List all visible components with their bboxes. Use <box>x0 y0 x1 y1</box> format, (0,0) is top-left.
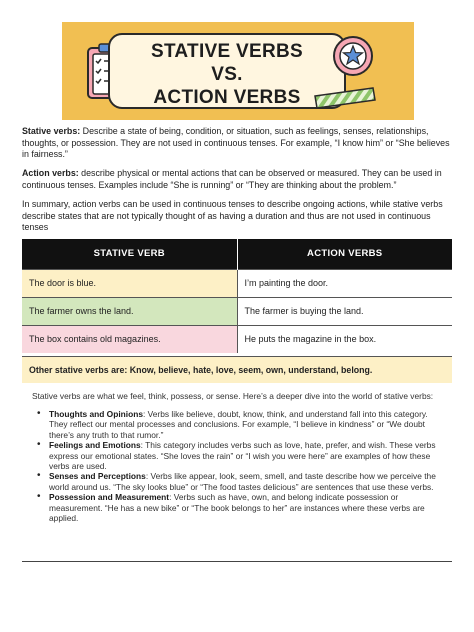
striped-tape-icon <box>313 86 377 110</box>
bullet-title: Senses and Perceptions <box>49 471 146 482</box>
other-stative-verbs: Other stative verbs are: Know, believe, hate, love, seem, own, understand, belong. <box>22 356 452 383</box>
action-example: The farmer is buying the land. <box>237 297 452 325</box>
bullet-title: Thoughts and Opinions <box>49 409 143 419</box>
category-list <box>36 409 446 523</box>
intro-text: Stative verbs are what we feel, think, possess, or sense. Here’s a deeper dive into the world of stative verbs: <box>32 391 434 401</box>
list-item <box>36 409 446 440</box>
list-item <box>36 471 446 492</box>
action-label: Action verbs: <box>22 168 79 178</box>
page-title <box>108 40 346 109</box>
table-row <box>22 325 452 353</box>
summary-paragraph: In summary, action verbs can be used in continuous tenses to describe ongoing actions, while stative verbs describe states that are not typically thought of as having a duration and thus are not used in continuous tenses <box>22 199 443 233</box>
action-example: He puts the magazine in the box. <box>237 325 452 353</box>
bullet-title: Feelings and Emotions <box>49 440 141 451</box>
stative-definition <box>22 126 454 161</box>
stative-text: Describe a state of being, condition, or situation, such as feelings, senses, relationships, thoughts, or possession. They are not used in continuous tenses. For example, “I know him” or “She believes in fairness.” <box>22 126 450 160</box>
table-row <box>22 269 452 297</box>
title-line-3: ACTION VERBS <box>153 87 301 108</box>
action-definition <box>22 168 454 191</box>
bullet-text: : Verbs such as have, own, and belong indicate possession or measurement. “He has a new bike” or “The book belongs to her” are instances where these verbs are applied. <box>49 492 425 524</box>
action-example: I’m painting the door. <box>237 269 452 297</box>
stative-example: The farmer owns the land. <box>22 297 237 325</box>
stative-example: The door is blue. <box>22 269 237 297</box>
title-line-1: STATIVE VERBS <box>150 41 304 62</box>
bullet-text: : Verbs like believe, doubt, know, think, and understand fall into this category. They reflect our mental processes and conclusions. For example, “I believe in kindness” or “We doubt there’s any truth to that rumor.” <box>49 409 428 440</box>
bullet-text: : This category includes verbs such as love, hate, prefer, and wish. These verbs express our emotional states. “She loves the rain” or “I wish you were here” are examples of how these verbs are used. <box>49 440 436 472</box>
stative-example: The box contains old magazines. <box>22 325 237 353</box>
title-line-2: VS. <box>211 64 243 85</box>
table-header-row <box>22 239 452 269</box>
bullet-text: : Verbs like appear, look, seem, smell, and taste describe how we perceive the world around us. “The sky looks blue” or “The food tastes delicious” are sentences that use these verbs. <box>49 471 436 492</box>
stative-label: Stative verbs: <box>22 126 81 136</box>
table-row <box>22 297 452 325</box>
bullet-title: Possession and Measurement <box>49 492 170 503</box>
comparison-table <box>22 239 452 353</box>
header-action-verbs: ACTION VERBS <box>237 239 452 269</box>
divider <box>22 561 452 562</box>
list-item <box>36 440 446 471</box>
star-badge-icon <box>331 34 375 78</box>
action-text: describe physical or mental actions that can be observed or measured. They can be used in continuous tenses. Examples include “She is running” or “They are thinking about the problem.” <box>22 168 442 190</box>
list-item <box>36 492 446 523</box>
header-stative-verb: STATIVE VERB <box>22 239 237 269</box>
